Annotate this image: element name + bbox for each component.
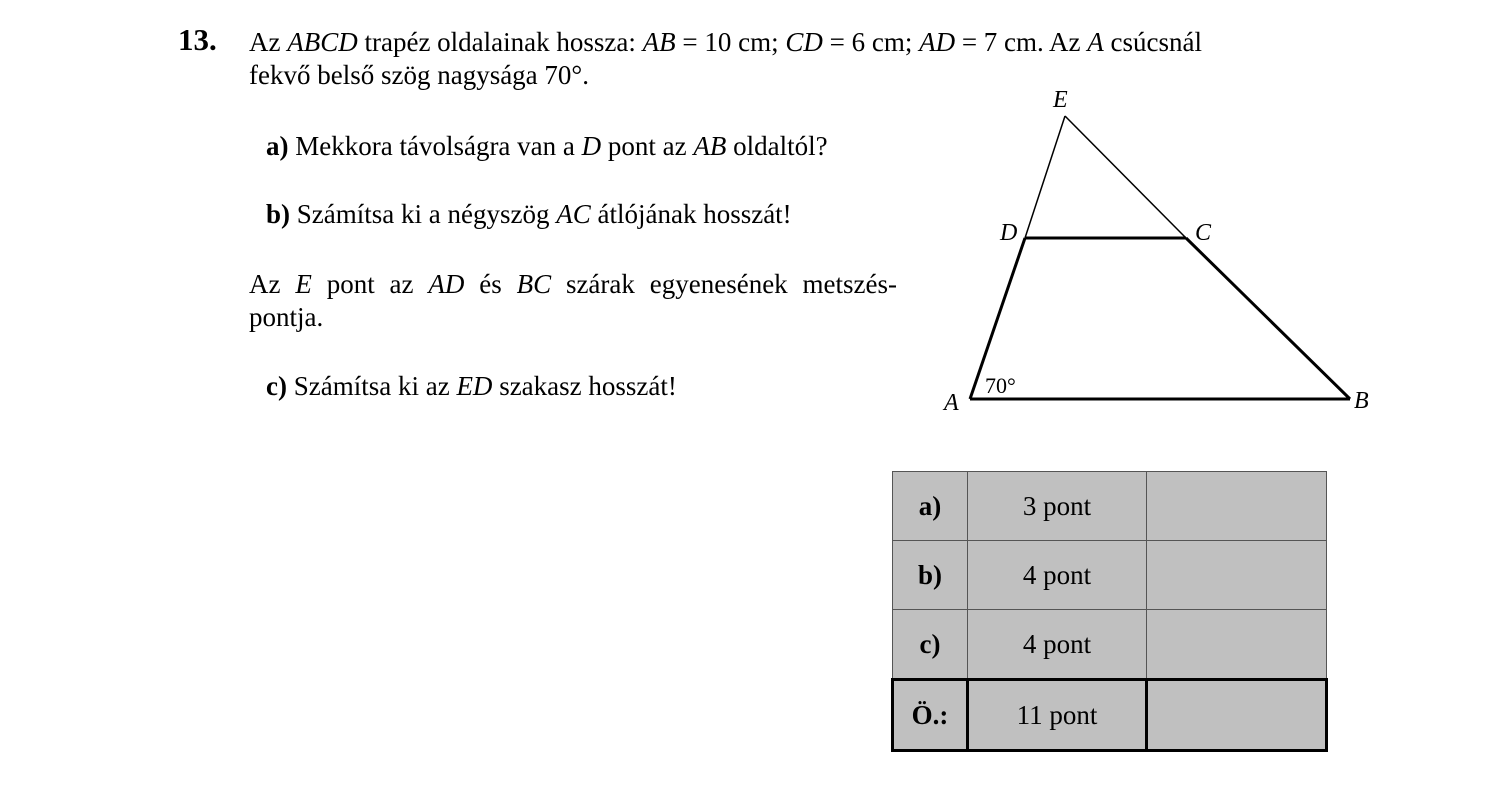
text-italic: ABCD [287, 27, 358, 57]
text: pont az [311, 269, 429, 299]
table-row [893, 610, 1327, 680]
total-points-cell: 11 pont [968, 680, 1147, 751]
text: Mekkora távolságra van a [288, 131, 582, 161]
statement-line-1 [249, 268, 897, 301]
text-italic: E [295, 269, 312, 299]
question-label: b) [266, 199, 291, 229]
part-cell: a) [893, 472, 968, 541]
text-italic: A [1087, 27, 1104, 57]
text: Az [249, 269, 296, 299]
label-c: C [1195, 220, 1212, 246]
text: szakasz hosszát! [492, 371, 677, 401]
score-cell [1147, 610, 1327, 680]
text-italic: CD [785, 27, 823, 57]
question-label: a) [266, 131, 289, 161]
total-score-cell [1147, 680, 1327, 751]
points-cell: 3 pont [968, 472, 1147, 541]
text-italic: AC [556, 199, 591, 229]
text: Számítsa ki az [286, 371, 457, 401]
score-cell [1147, 472, 1327, 541]
text: átlójának hosszát! [590, 199, 792, 229]
segment-ec [1065, 116, 1186, 238]
table-row [893, 541, 1327, 610]
label-e: E [1053, 87, 1068, 113]
intro-line-2: fekvő belső szög nagysága 70°. [249, 60, 589, 90]
text-italic: AB [693, 131, 727, 161]
question-label: c) [266, 371, 287, 401]
points-cell: 4 pont [968, 541, 1147, 610]
trapezoid-figure [930, 80, 1380, 425]
text: oldaltól? [726, 131, 828, 161]
intro-line-1 [249, 26, 1329, 59]
text-italic: ED [456, 371, 493, 401]
label-b: B [1354, 388, 1369, 414]
segment-de [1025, 116, 1065, 238]
label-d: D [1000, 220, 1018, 246]
text: Az [249, 27, 288, 57]
side-cb [1186, 238, 1350, 399]
text: csúcsnál [1103, 27, 1203, 57]
text-italic: D [581, 131, 602, 161]
text: és [464, 269, 517, 299]
text: = 7 cm. Az [955, 27, 1088, 57]
question-b [266, 198, 792, 231]
question-a [266, 130, 828, 163]
text: trapéz oldalainak hossza: [357, 27, 643, 57]
score-table [891, 471, 1328, 752]
text: = 10 cm; [675, 27, 786, 57]
problem-number: 13. [178, 22, 217, 57]
text-italic: AD [428, 269, 465, 299]
part-cell: b) [893, 541, 968, 610]
text: szárak egyenesének metszés- [551, 269, 897, 299]
angle-label: 70° [985, 373, 1016, 398]
text-italic: AD [919, 27, 956, 57]
text-italic: AB [642, 27, 676, 57]
table-row [893, 472, 1327, 541]
intersection-statement [249, 268, 909, 334]
question-c [266, 370, 677, 403]
total-label-cell: Ö.: [893, 680, 968, 751]
statement-line-2: pontja. [249, 302, 324, 332]
text-italic: BC [516, 269, 552, 299]
total-row [893, 680, 1327, 751]
label-a: A [944, 390, 959, 416]
text: Számítsa ki a négyszög [290, 199, 557, 229]
text: = 6 cm; [822, 27, 920, 57]
score-cell [1147, 541, 1327, 610]
points-cell: 4 pont [968, 610, 1147, 680]
part-cell: c) [893, 610, 968, 680]
text: pont az [601, 131, 694, 161]
